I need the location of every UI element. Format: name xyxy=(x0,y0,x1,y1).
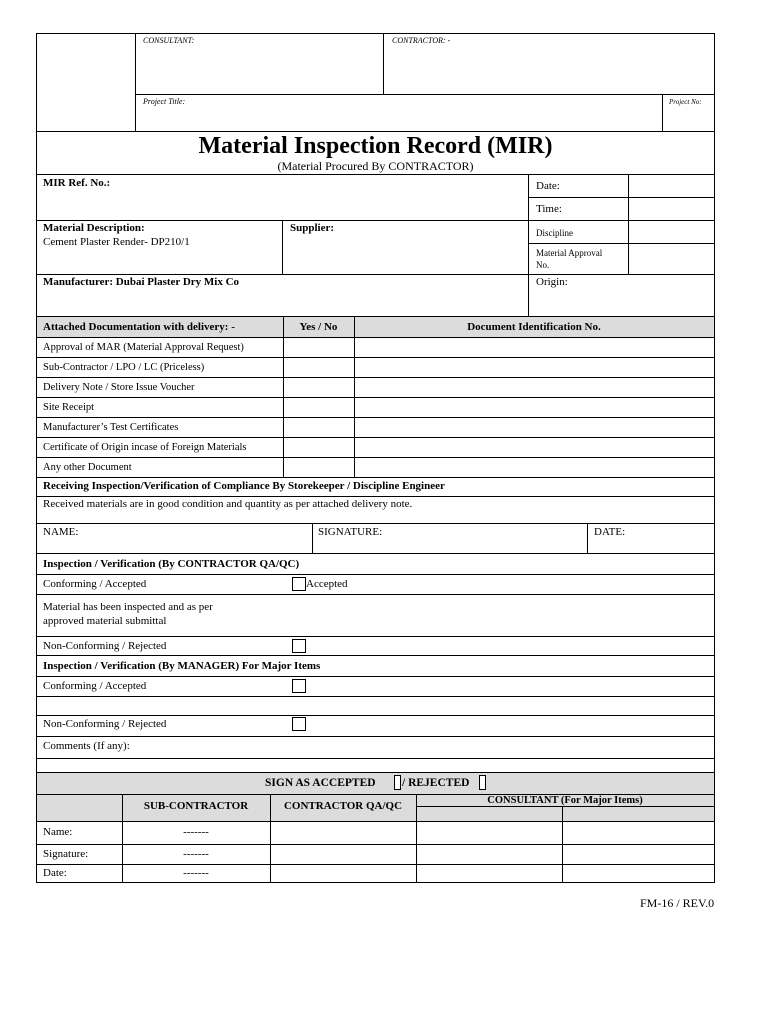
manager-nonconforming-label: Non-Conforming / Rejected xyxy=(43,718,167,730)
doc-row: Site Receipt xyxy=(43,402,95,413)
qa-nonconforming-label: Non-Conforming / Rejected xyxy=(43,640,167,652)
supplier-label: Supplier: xyxy=(290,222,335,234)
accepted-checkbox[interactable] xyxy=(394,775,401,790)
project-title-label: Project Title: xyxy=(143,97,186,106)
receiving-signature-label: SIGNATURE: xyxy=(318,526,383,538)
docs-header-label: Attached Documentation with delivery: - xyxy=(43,321,235,333)
time-label: Time: xyxy=(536,203,562,215)
contractor-label: CONTRACTOR: - xyxy=(392,36,451,45)
contractor-qa-header: CONTRACTOR QA/QC xyxy=(283,800,403,812)
comments-label: Comments (If any): xyxy=(43,740,130,752)
qa-conforming-label: Conforming / Accepted xyxy=(43,578,147,590)
receiving-date-label: DATE: xyxy=(594,526,626,538)
doc-row: Certificate of Origin incase of Foreign Materials xyxy=(43,442,247,453)
date-label: Date: xyxy=(536,180,560,192)
yes-no-header: Yes / No xyxy=(299,321,338,333)
manager-nonconforming-checkbox[interactable] xyxy=(292,717,306,731)
manager-header: Inspection / Verification (By MANAGER) For Major Items xyxy=(43,660,321,672)
manager-conforming-checkbox[interactable] xyxy=(292,679,306,693)
receiving-name-label: NAME: xyxy=(43,526,79,538)
doc-row: Manufacturer’s Test Certificates xyxy=(43,422,179,433)
doc-row: Delivery Note / Store Issue Voucher xyxy=(43,382,195,393)
signoff-date-label: Date: xyxy=(43,867,67,879)
origin-label: Origin: xyxy=(536,276,568,288)
name-dash: ------- xyxy=(183,826,209,838)
material-approval-label: Material Approval xyxy=(536,248,603,258)
page-subtitle: (Material Procured By CONTRACTOR) xyxy=(277,159,474,173)
form-code-footer: FM-16 / REV.0 xyxy=(640,896,715,910)
qa-note-line2: approved material submittal xyxy=(43,615,167,627)
material-approval-no-label: No. xyxy=(536,260,550,270)
project-no-label: Project No: xyxy=(669,98,702,106)
mir-ref-label: MIR Ref. No.: xyxy=(43,177,111,189)
consultant-label: CONSULTANT: xyxy=(143,36,195,45)
manager-conforming-label: Conforming / Accepted xyxy=(43,680,147,692)
receiving-header: Receiving Inspection/Verification of Compliance By Storekeeper / Discipline Engineer xyxy=(43,480,445,492)
doc-row: Any other Document xyxy=(43,462,132,473)
qa-nonconforming-checkbox[interactable] xyxy=(292,639,306,653)
title-block xyxy=(36,132,715,173)
doc-row: Sub-Contractor / LPO / LC (Priceless) xyxy=(43,362,205,373)
consultant-header: CONSULTANT (For Major Items) xyxy=(487,795,643,806)
qa-accepted-label: Accepted xyxy=(306,578,348,590)
page-title: Material Inspection Record (MIR) xyxy=(198,133,553,159)
material-desc-value: Cement Plaster Render- DP210/1 xyxy=(43,236,190,248)
doc-row: Approval of MAR (Material Approval Request) xyxy=(43,342,244,353)
date-dash: ------- xyxy=(183,867,209,879)
qa-note-line1: Material has been inspected and as per xyxy=(43,601,213,613)
rejected-label: / REJECTED xyxy=(402,777,470,789)
material-desc-label: Material Description: xyxy=(43,222,145,234)
qa-conforming-checkbox[interactable] xyxy=(292,577,306,591)
signoff-signature-label: Signature: xyxy=(43,848,89,860)
discipline-label: Discipline xyxy=(536,228,573,238)
rejected-checkbox[interactable] xyxy=(479,775,486,790)
sign-as-accepted-label: SIGN AS ACCEPTED xyxy=(265,777,376,789)
doc-id-header: Document Identification No. xyxy=(467,321,601,333)
sub-contractor-header: SUB-CONTRACTOR xyxy=(143,800,249,812)
manufacturer-label: Manufacturer: Dubai Plaster Dry Mix Co xyxy=(43,276,240,288)
receiving-statement: Received materials are in good condition and quantity as per attached delivery note. xyxy=(43,498,413,510)
signoff-name-label: Name: xyxy=(43,826,73,838)
signature-dash: ------- xyxy=(183,848,209,860)
qa-header: Inspection / Verification (By CONTRACTOR QA/QC) xyxy=(43,558,300,570)
